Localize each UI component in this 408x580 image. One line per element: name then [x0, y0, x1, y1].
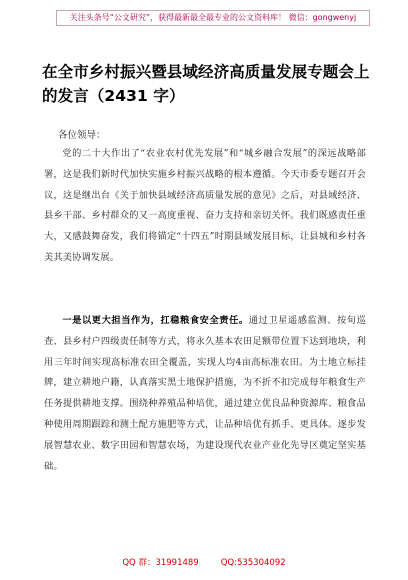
- paragraph-body: 通过卫星遥感监测、按旬巡查、县乡村户四级责任制等方式，将永久基本农田足额带位置下达到地块，利用三年时间实现高标准农田全覆盖，实现人均4亩高标准农田。为土地立标挂牌，建立耕地户籍，认真落实黑土地保护措施，为不折不扣完成每年粮食生产任务提供耕地支撑。围绕种养殖品种培优，通过建立优良品种资源库、粮食品种使用周期跟踪和测土配方施肥等方式，让品种培优有抓手、更具体。逐步发展智慧农业、数字田园和智慧农场，为建设现代农业产业化先导区奠定坚实基础。: [44, 315, 366, 472]
- footer-contact: [0, 556, 408, 568]
- qq-group-number: QQ 群：31991489: [122, 558, 199, 568]
- qq-contact-number: QQ:535304092: [220, 558, 286, 568]
- paragraph-grain-security: [44, 311, 366, 477]
- header-banner: 关注头条号“公文研究”，获得最新最全最专业的公文资料库！ 微信：gongwenyj: [56, 10, 370, 26]
- document-title: 在全市乡村振兴暨县域经济高质量发展专题会上的发言（2431 字）: [42, 63, 370, 105]
- salutation: 各位领导：: [58, 130, 106, 141]
- paragraph-intro: 党的二十大作出了“农业农村优先发展”和“城乡融合发展”的深远战略部署，这是我们新时代加快实施乡村振兴战略的根本遵循。今天市委专题召开会议，这是继出台《关于加快县域经济高质量发展的意见》之后，对县域经济、县乡干部、乡村群众的又一高度重视、奋力支持和亲切关怀。我们既感责任重大，又感鼓舞奋发，我们将锚定“十四五”时期县域发展目标，让县城和乡村各美其美协调发展。: [44, 148, 366, 263]
- paragraph-lead-heading: 一是以更大担当作为，扛稳粮食安全责任。: [62, 315, 249, 326]
